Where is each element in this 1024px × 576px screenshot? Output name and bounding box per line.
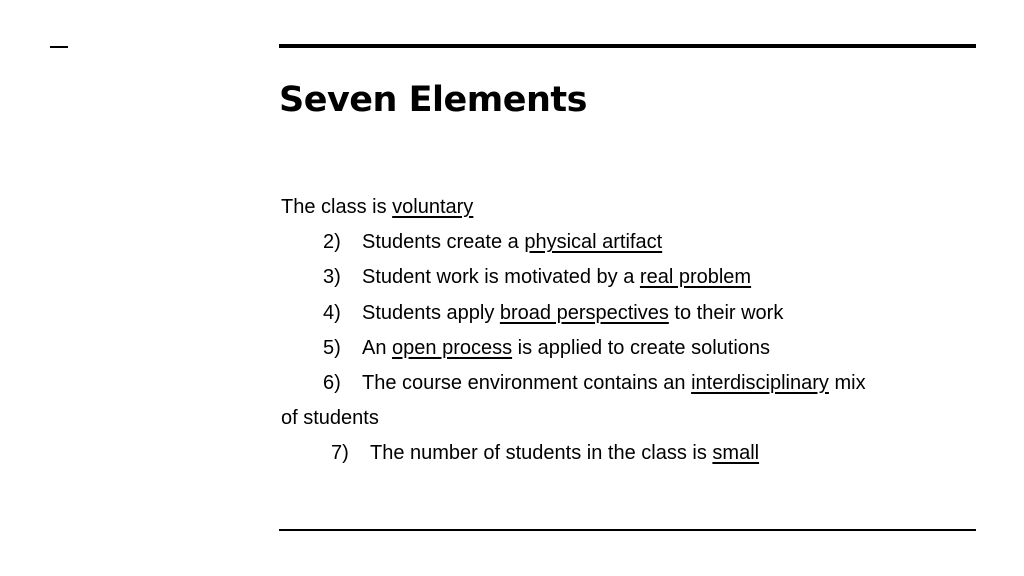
element-line-1 [281,190,971,225]
line-text: Student work is motivated by a [362,266,640,289]
element-line-2 [281,225,971,260]
line-text: of students [281,407,379,430]
list-number: 5) [323,336,341,359]
line-text: The class is [281,196,393,218]
underlined-term: real problem [639,266,752,289]
slide-title: Seven Elements [279,80,587,120]
line-text: An [362,336,393,359]
line-text: Students apply [362,301,500,324]
element-line-4 [281,296,971,331]
element-line-7 [281,436,971,471]
list-number: 7) [331,442,349,465]
line-text-end: mix [828,371,866,394]
underlined-term: voluntary [392,196,474,218]
list-number: 4) [323,301,341,324]
slide-body [281,190,971,472]
underlined-term: broad perspectives [499,301,669,324]
line-text: The course environment contains an [362,371,692,394]
line-text: The number of students in the class is [370,442,713,465]
list-number: 6) [323,371,341,394]
underlined-term: small [712,442,760,465]
underlined-term: physical artifact [524,231,663,254]
bottom-rule [279,529,976,531]
list-number: 3) [323,266,341,289]
line-text-end: to their work [668,301,784,324]
list-number: 2) [323,231,341,254]
line-text-end: is applied to create solutions [512,336,771,359]
top-rule [279,44,976,48]
element-line-6-continued [281,401,971,436]
line-text: Students create a [362,231,525,254]
element-line-3 [281,260,971,295]
element-line-5 [281,331,971,366]
underlined-term: interdisciplinary [691,371,829,394]
corner-dash [50,46,68,48]
element-line-6 [281,366,971,401]
underlined-term: open process [392,336,513,359]
